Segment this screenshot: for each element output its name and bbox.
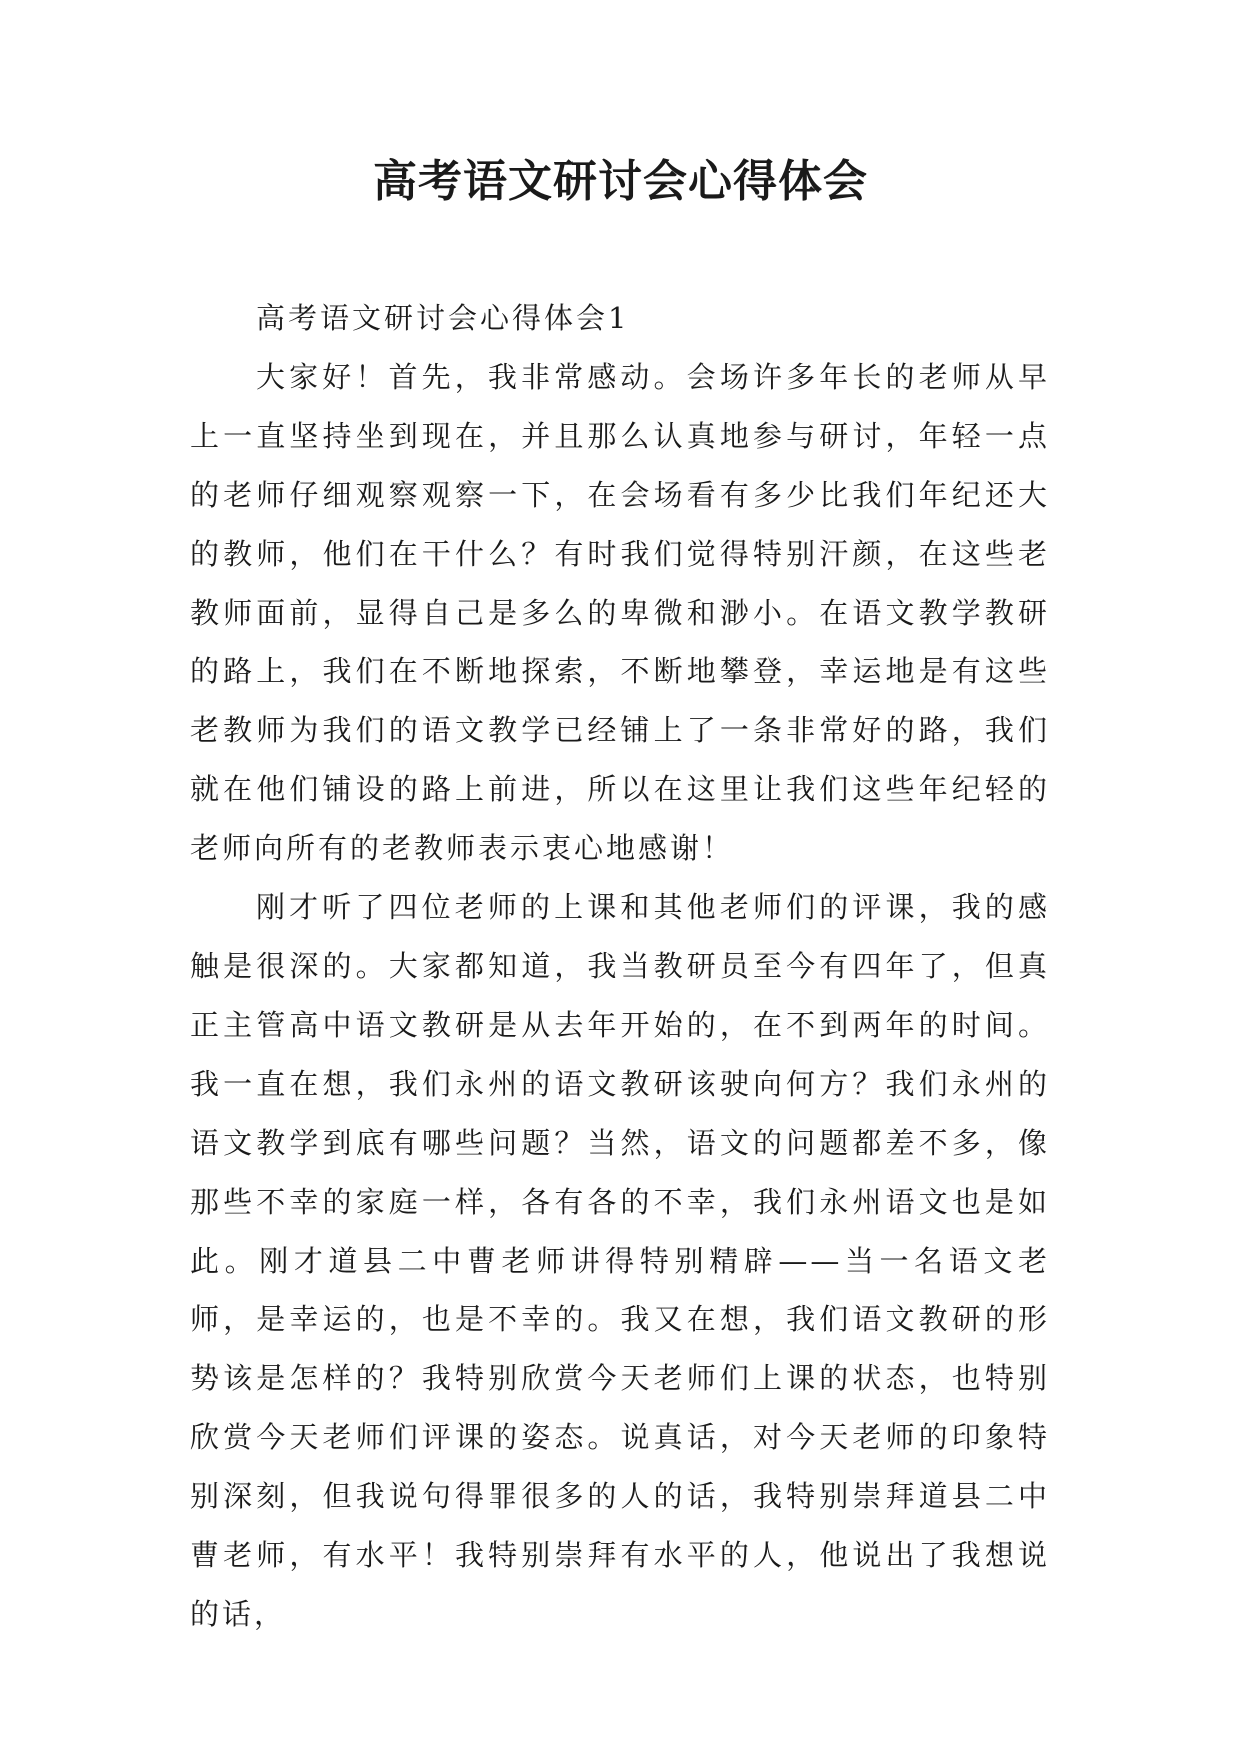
- paragraph: 刚才听了四位老师的上课和其他老师们的评课，我的感触是很深的。大家都知道，我当教研员至今有四年了，但真正主管高中语文教研是从去年开始的，在不到两年的时间。我一直在想，我们永州的语文教研该驶向何方？我们永州的语文教学到底有哪些问题？当然，语文的问题都差不多，像那些不幸的家庭一样，各有各的不幸，我们永州语文也是如此。刚才道县二中曹老师讲得特别精辟——当一名语文老师，是幸运的，也是不幸的。我又在想，我们语文教研的形势该是怎样的？我特别欣赏今天老师们上课的状态，也特别欣赏今天老师们评课的姿态。说真话，对今天老师的印象特别深刻，但我说句得罪很多的人的话，我特别崇拜道县二中曹老师，有水平！我特别崇拜有水平的人，他说出了我想说的话，: [190, 890, 1050, 1631]
- section-heading: 高考语文研讨会心得体会1: [256, 301, 630, 335]
- document-title: 高考语文研讨会心得体会: [373, 156, 868, 207]
- paragraph: 大家好！首先，我非常感动。会场许多年长的老师从早上一直坚持坐到现在，并且那么认真地参与研讨，年轻一点的老师仔细观察观察一下，在会场看有多少比我们年纪还大的教师，他们在干什么？有时我们觉得特别汗颜，在这些老教师面前，显得自己是多么的卑微和渺小。在语文教学教研的路上，我们在不断地探索，不断地攀登，幸运地是有这些老教师为我们的语文教学已经铺上了一条非常好的路，我们就在他们铺设的路上前进，所以在这里让我们这些年纪轻的老师向所有的老教师表示衷心地感谢！: [190, 359, 1050, 866]
- document-body: [190, 289, 1050, 1644]
